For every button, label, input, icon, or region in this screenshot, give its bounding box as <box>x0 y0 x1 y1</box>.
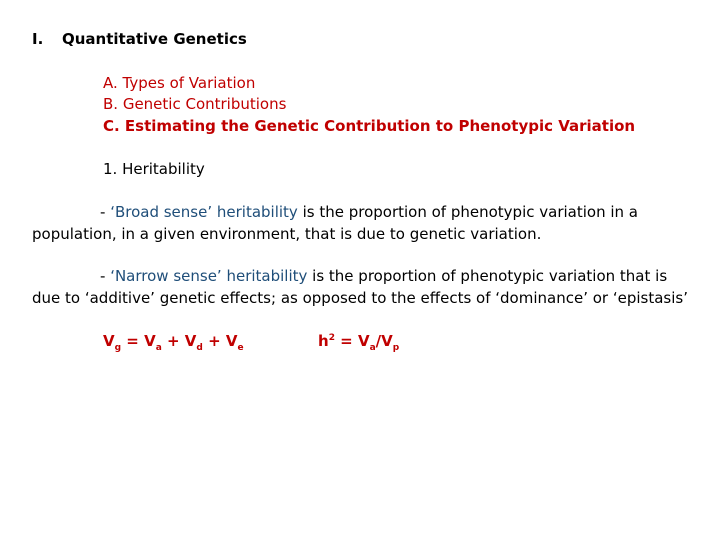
broad-sense-line-1 <box>100 201 638 223</box>
variance-equation <box>103 330 244 352</box>
vp-subscript: p <box>392 343 400 353</box>
slash-vp: /V <box>375 332 393 350</box>
va2-subscript: a <box>369 343 376 353</box>
outline-item-a: A. Types of Variation <box>103 74 256 92</box>
narrow-sense-line-1 <box>100 265 667 287</box>
ve-subscript: e <box>237 343 244 353</box>
section-numeral: I. <box>32 30 44 48</box>
h-superscript: 2 <box>328 333 335 343</box>
heritability-equation <box>318 330 399 352</box>
plus-ve: + V <box>202 332 238 350</box>
outline-item-c: C. Estimating the Genetic Contribution to Phenotypic Variation <box>103 117 636 135</box>
vg-symbol: V <box>103 332 115 350</box>
broad-sense-term: ‘Broad sense’ heritability <box>110 203 298 221</box>
eq-sign: = V <box>121 332 156 350</box>
h-symbol: h <box>318 332 329 350</box>
broad-sense-line-2: population, in a given environment, that is due to genetic variation. <box>32 225 542 243</box>
narrow-sense-term: ‘Narrow sense’ heritability <box>110 267 308 285</box>
vg-subscript: g <box>114 343 122 353</box>
narrow-sense-definition: is the proportion of phenotypic variation that is <box>307 267 668 285</box>
va-subscript: a <box>155 343 162 353</box>
narrow-sense-line-2: due to ‘additive’ genetic effects; as opposed to the effects of ‘dominance’ or ‘epistasis’ <box>32 289 688 307</box>
section-title: Quantitative Genetics <box>62 30 247 48</box>
plus-vd: + V <box>161 332 197 350</box>
eq2-sign: = V <box>334 332 370 350</box>
broad-sense-definition: is the proportion of phenotypic variation in a <box>297 203 638 221</box>
outline-item-b: B. Genetic Contributions <box>103 95 287 113</box>
broad-dash: - <box>100 203 111 221</box>
narrow-dash: - <box>100 267 111 285</box>
vd-subscript: d <box>196 343 203 353</box>
subheading-heritability: 1. Heritability <box>103 160 205 178</box>
